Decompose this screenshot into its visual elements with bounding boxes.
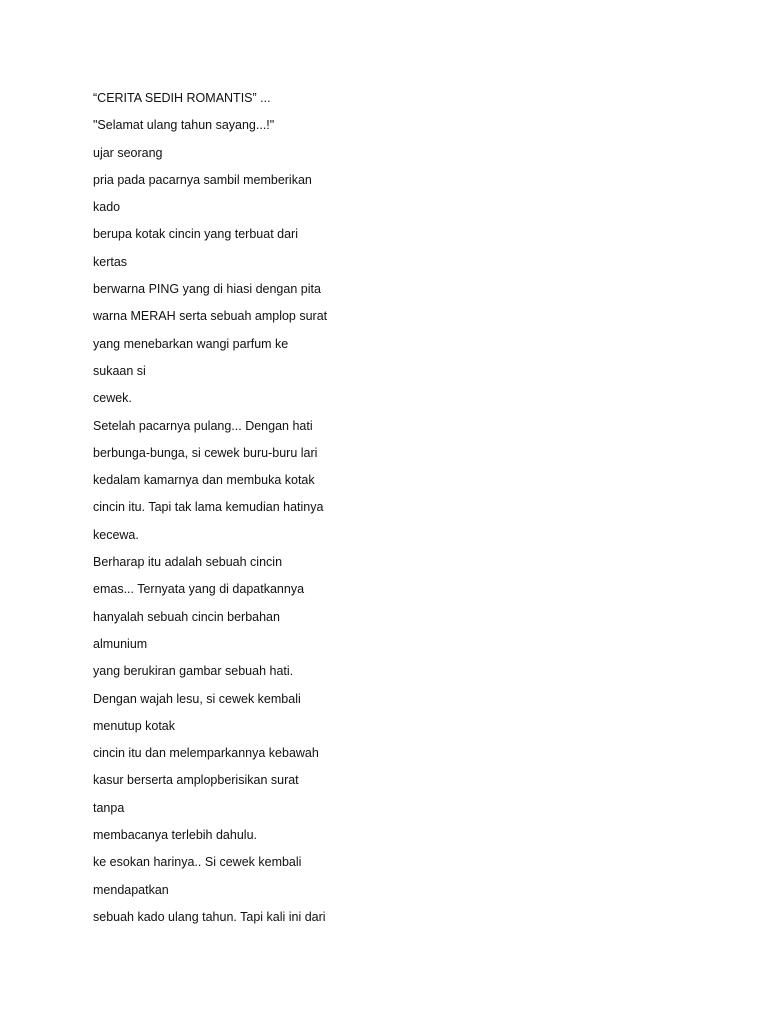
story-line: kecewa. <box>93 527 139 542</box>
story-line: kasur berserta amplopberisikan surat <box>93 773 299 788</box>
story-line: cincin itu dan melemparkannya kebawah <box>93 746 319 761</box>
story-line: berwarna PING yang di hiasi dengan pita <box>93 282 321 297</box>
story-line: menutup kotak <box>93 718 175 733</box>
story-line: ke esokan harinya.. Si cewek kembali <box>93 855 302 870</box>
story-line: sukaan si <box>93 363 146 378</box>
story-line: berupa kotak cincin yang terbuat dari <box>93 227 298 242</box>
story-line: kado <box>93 200 121 215</box>
story-line: pria pada pacarnya sambil memberikan <box>93 172 312 187</box>
story-line: tanpa <box>93 800 125 815</box>
story-line: cincin itu. Tapi tak lama kemudian hatinya <box>93 500 324 515</box>
story-title: “CERITA SEDIH ROMANTIS” ... <box>93 91 271 105</box>
story-line: cewek. <box>93 391 132 406</box>
story-line: kertas <box>93 254 128 269</box>
story-line: Setelah pacarnya pulang... Dengan hati <box>93 418 313 433</box>
story-line: hanyalah sebuah cincin berbahan <box>93 609 280 624</box>
story-line: mendapatkan <box>93 882 169 897</box>
story-line: almunium <box>93 636 148 651</box>
story-text <box>93 85 693 931</box>
story-line: kedalam kamarnya dan membuka kotak <box>93 473 315 488</box>
story-line: berbunga-bunga, si cewek buru-buru lari <box>93 445 318 460</box>
story-line: ujar seorang <box>93 145 163 160</box>
story-line: yang berukiran gambar sebuah hati. <box>93 664 294 679</box>
story-line: warna MERAH serta sebuah amplop surat <box>93 309 328 324</box>
story-line: yang menebarkan wangi parfum ke <box>93 336 289 351</box>
story-line: membacanya terlebih dahulu. <box>93 828 257 843</box>
story-line: emas... Ternyata yang di dapatkannya <box>93 582 305 597</box>
story-line: "Selamat ulang tahun sayang...!" <box>93 118 275 133</box>
story-line: sebuah kado ulang tahun. Tapi kali ini dari <box>93 909 326 924</box>
story-line: Berharap itu adalah sebuah cincin <box>93 555 283 570</box>
story-line: Dengan wajah lesu, si cewek kembali <box>93 691 301 706</box>
